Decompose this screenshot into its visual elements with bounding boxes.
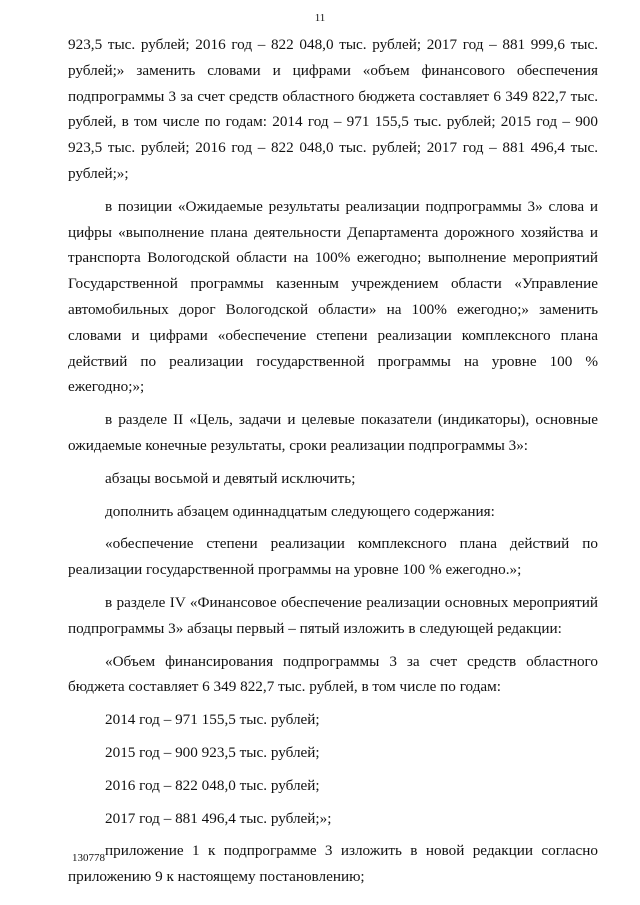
paragraph-funding-volume: «Объем финансирования подпрограммы 3 за счет средств областного бюджета составляет 6 349 822,7 тыс. рублей, в том числе по годам: [68, 652, 598, 696]
document-code: 130778 [72, 852, 105, 864]
funding-line-2016: 2016 год – 822 048,0 тыс. рублей; [105, 776, 320, 794]
funding-line-2017: 2017 год – 881 496,4 тыс. рублей;»; [105, 809, 332, 827]
paragraph-section-iv: в разделе IV «Финансовое обеспечение реализации основных мероприятий подпрограммы 3» абзацы первый – пятый изложить в следующей редакции: [68, 593, 598, 637]
funding-line-2014: 2014 год – 971 155,5 тыс. рублей; [105, 711, 320, 729]
page-number: 11 [314, 12, 326, 24]
paragraph-quote-target: «обеспечение степени реализации комплексного плана действий по реализации государственной программы на уровне 100 % ежегодно.»; [68, 535, 598, 579]
paragraph-appendix: приложение 1 к подпрограмме 3 изложить в новой редакции согласно приложению 9 к настоящему постановлению; [68, 842, 598, 886]
document-body [68, 32, 598, 890]
paragraph-funding-volume-continued: 923,5 тыс. рублей; 2016 год – 822 048,0 тыс. рублей; 2017 год – 881 999,6 тыс. рублей;» заменить словами и цифрами «объем финансового обеспечения подпрограммы 3 за счет средств областного бюджета составляет 6 349 822,7 тыс. рублей, в том числе по годам: 2014 год – 971 155,5 тыс. рублей; 2015 год – 900 923,5 тыс. рублей; 2016 год – 822 048,0 тыс. рублей; 2017 год – 881 496,4 тыс. рублей;»; [68, 36, 598, 182]
paragraph-add-item: дополнить абзацем одиннадцатым следующего содержания: [105, 502, 495, 520]
paragraph-expected-results: в позиции «Ожидаемые результаты реализации подпрограммы 3» слова и цифры «выполнение плана деятельности Департамента дорожного хозяйства и транспорта Вологодской области на 100% ежегодно; выполнение мероприятий Государственной программы казенным учреждением области «Управление автомобильных дорог Вологодской области» на 100% ежегодно;» заменить словами и цифрами «обеспечение степени реализации комплексного плана действий по реализации государственной программы на уровне 100 % ежегодно;»; [68, 197, 598, 396]
paragraph-remove-items: абзацы восьмой и девятый исключить; [105, 469, 356, 487]
paragraph-section-ii: в разделе II «Цель, задачи и целевые показатели (индикаторы), основные ожидаемые конечные результаты, сроки реализации подпрограммы 3»: [68, 411, 598, 454]
funding-line-2015: 2015 год – 900 923,5 тыс. рублей; [105, 743, 320, 761]
